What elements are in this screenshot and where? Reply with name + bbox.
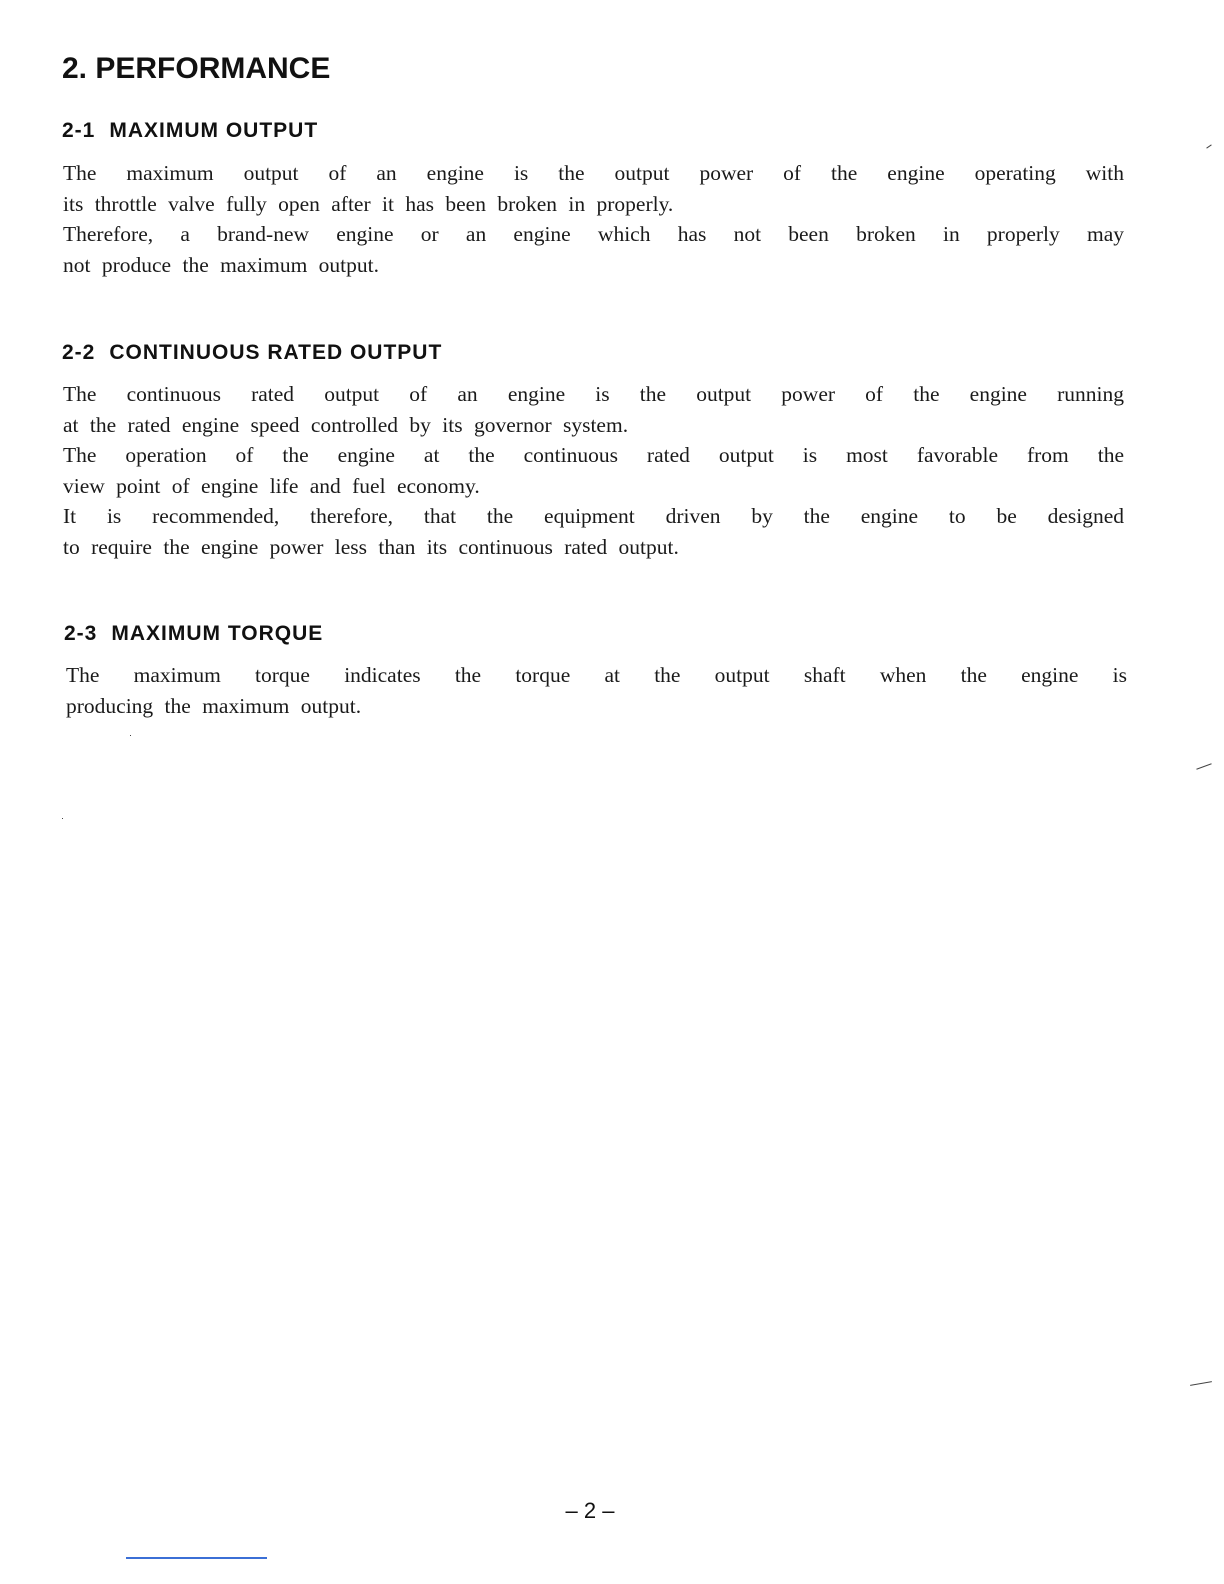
section-heading-maximum-torque xyxy=(64,622,323,646)
paragraph-line: not produce the maximum output. xyxy=(63,252,379,277)
paragraph-line: view point of engine life and fuel economy. xyxy=(63,473,480,498)
bottom-rule xyxy=(126,1557,267,1559)
paragraph-line: its throttle valve fully open after it has been broken in properly. xyxy=(63,191,674,216)
scan-mark xyxy=(1196,763,1211,769)
paragraph-line: The maximum torque indicates the torque at the output shaft when the engine is xyxy=(66,663,1127,687)
paragraph-line: producing the maximum output. xyxy=(66,693,362,718)
section-heading-continuous-rated-output xyxy=(62,341,442,365)
paragraph-line: It is recommended, therefore, that the equipment driven by the engine to be designed xyxy=(63,504,1124,528)
section-number: 2-3 xyxy=(64,622,98,645)
section-number: 2-2 xyxy=(62,341,96,364)
paragraph-line: at the rated engine speed controlled by its governor system. xyxy=(63,412,629,437)
page-title: 2. PERFORMANCE xyxy=(62,52,331,85)
paragraph-line: The maximum output of an engine is the output power of the engine operating with xyxy=(63,161,1124,185)
scan-mark xyxy=(1190,1381,1212,1386)
paragraph-line: The continuous rated output of an engine is the output power of the engine running xyxy=(63,382,1124,406)
paragraph-continuous-rated-output xyxy=(63,379,1124,562)
paragraph-maximum-output xyxy=(63,158,1124,280)
paragraph-line: Therefore, a brand-new engine or an engine which has not been broken in properly may xyxy=(63,222,1124,246)
scan-mark xyxy=(1206,144,1211,148)
scan-mark xyxy=(130,735,131,736)
paragraph-line: to require the engine power less than its continuous rated output. xyxy=(63,534,679,559)
section-title: MAXIMUM TORQUE xyxy=(111,622,324,645)
section-title: CONTINUOUS RATED OUTPUT xyxy=(109,341,443,364)
section-number: 2-1 xyxy=(62,119,96,142)
paragraph-line: The operation of the engine at the continuous rated output is most favorable from the xyxy=(63,443,1124,467)
section-title: MAXIMUM OUTPUT xyxy=(109,119,319,142)
section-heading-maximum-output xyxy=(62,119,318,143)
page-number: – 2 – xyxy=(565,1498,615,1523)
paragraph-maximum-torque xyxy=(66,660,1127,721)
scan-mark xyxy=(62,818,63,819)
